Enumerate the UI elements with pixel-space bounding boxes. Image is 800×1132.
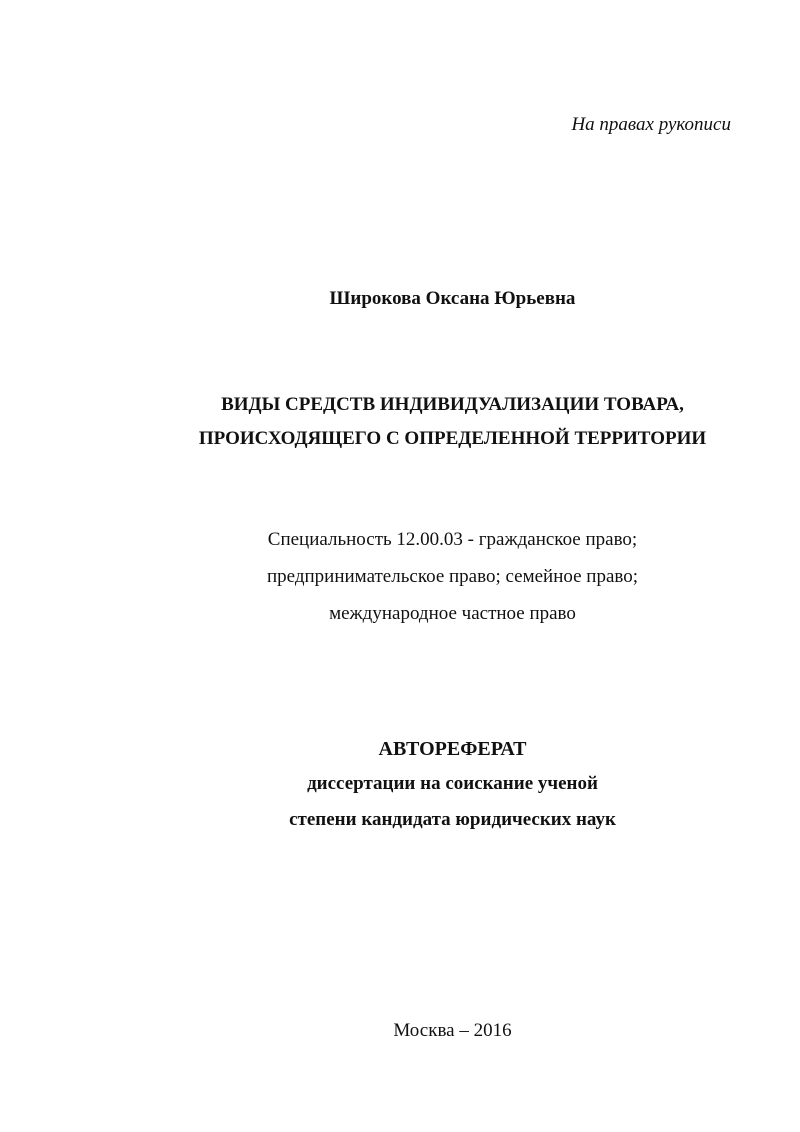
title-line-2: ПРОИСХОДЯЩЕГО С ОПРЕДЕЛЕННОЙ ТЕРРИТОРИИ xyxy=(198,428,707,449)
abstract-heading: АВТОРЕФЕРАТ xyxy=(378,738,527,760)
abstract-line-1: диссертации на соискание ученой xyxy=(307,773,598,794)
abstract-line-2: степени кандидата юридических наук xyxy=(289,809,616,830)
title-line-1: ВИДЫ СРЕДСТВ ИНДИВИДУАЛИЗАЦИИ ТОВАРА, xyxy=(221,394,684,415)
city-year: Москва – 2016 xyxy=(393,1020,512,1041)
specialty-line-2: предпринимательское право; семейное право; xyxy=(266,566,639,587)
specialty-line-3: международное частное право xyxy=(329,603,576,624)
rights-note: На правах рукописи xyxy=(571,114,731,135)
author-name: Широкова Оксана Юрьевна xyxy=(329,288,576,309)
specialty-line-1: Специальность 12.00.03 - гражданское право; xyxy=(267,529,638,550)
